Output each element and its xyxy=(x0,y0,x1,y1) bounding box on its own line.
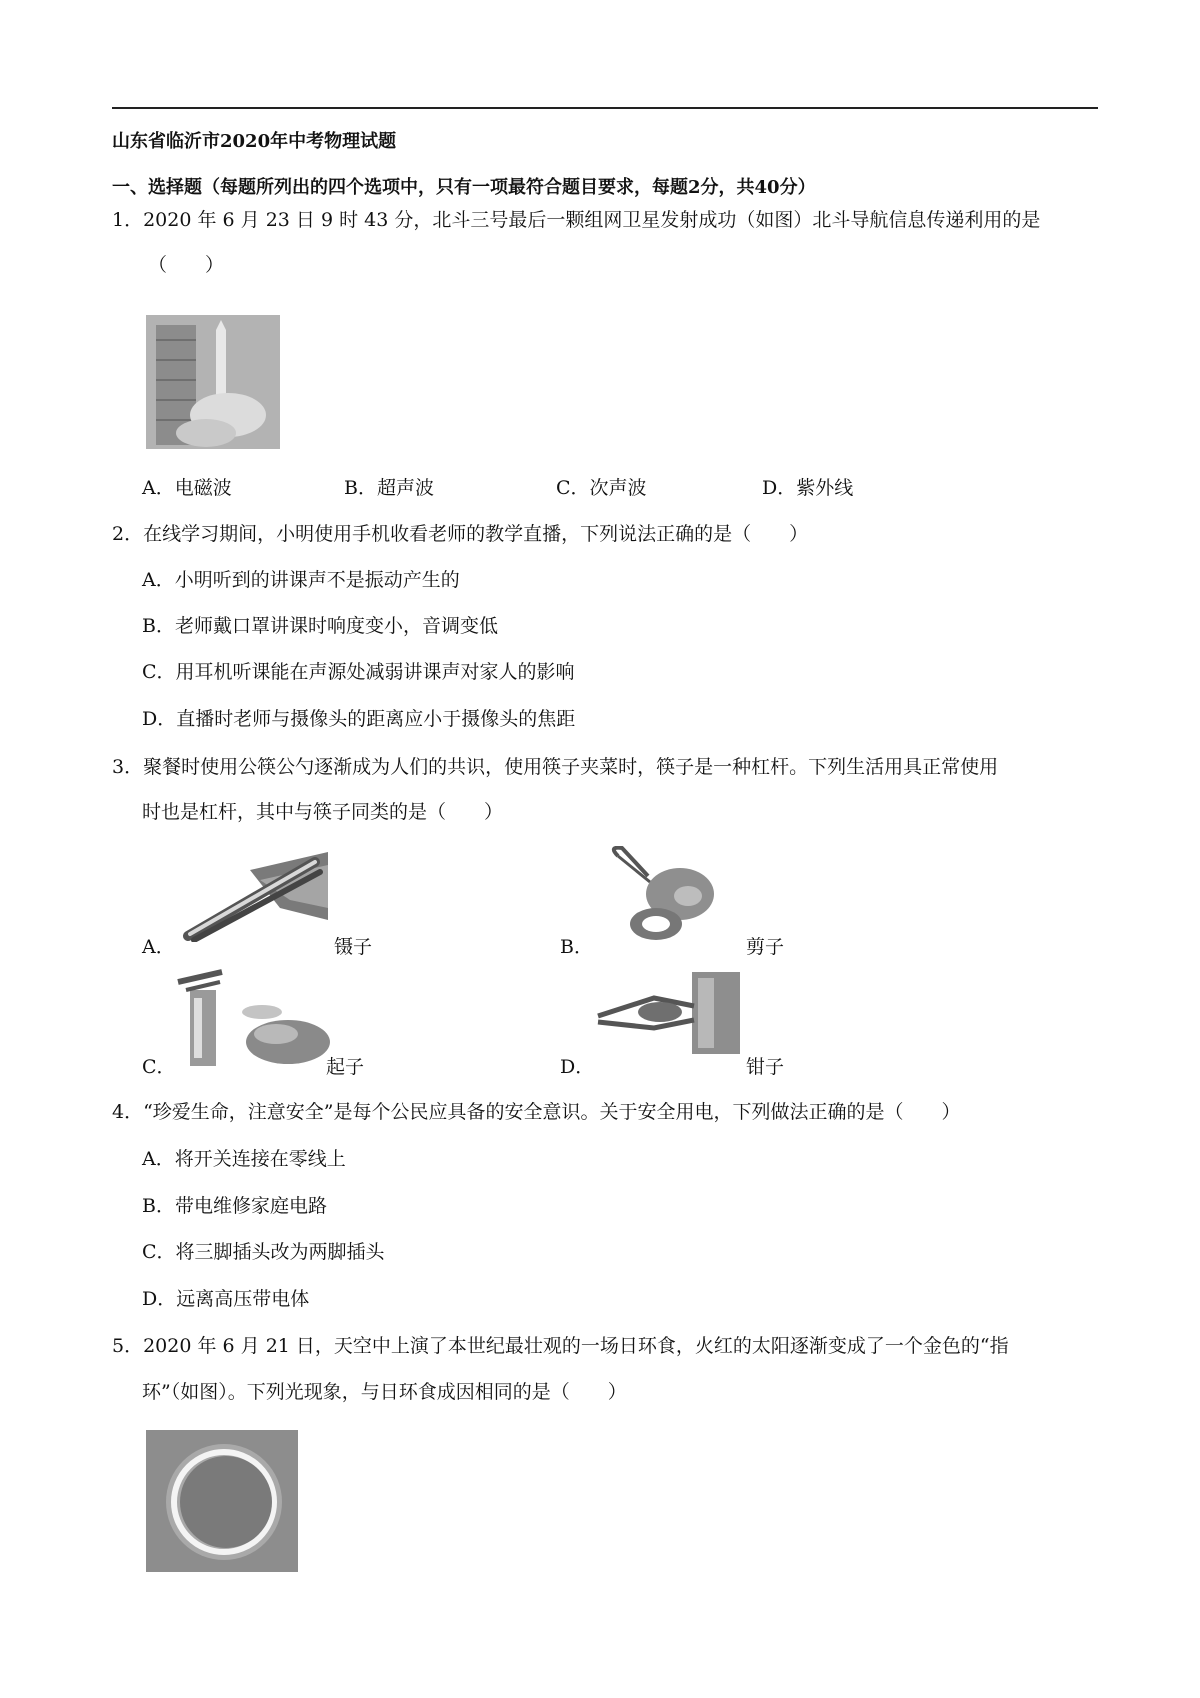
q4-option-d: D．远离高压带电体 xyxy=(142,1288,310,1310)
top-rule xyxy=(112,107,1098,109)
q3-option-c-letter: C． xyxy=(142,1056,176,1078)
q3-option-b-label: 剪子 xyxy=(746,936,785,958)
q1-option-c: C．次声波 xyxy=(556,477,647,499)
q3-option-c-label: 起子 xyxy=(326,1056,365,1078)
q3-option-a-label: 镊子 xyxy=(334,936,373,958)
scissors-photo-icon xyxy=(588,846,724,942)
q3-option-d-label: 钳子 xyxy=(746,1056,785,1078)
q4-stem: 4．“珍爱生命，注意安全”是每个公民应具备的安全意识。关于安全用电，下列做法正确的是（ ） xyxy=(112,1101,961,1123)
q2-option-a: A．小明听到的讲课声不是振动产生的 xyxy=(142,569,460,591)
q3-stem-line1: 3．聚餐时使用公筷公勺逐渐成为人们的共识，使用筷子夹菜时，筷子是一种杠杆。下列生活用具正常使用 xyxy=(112,756,999,778)
q1-option-a: A．电磁波 xyxy=(142,477,232,499)
annular-eclipse-photo-icon xyxy=(146,1430,298,1572)
pliers-photo-icon xyxy=(594,972,742,1054)
q3-stem-line2: 时也是杠杆，其中与筷子同类的是（ ） xyxy=(142,801,504,823)
exam-title: 山东省临沂市2020年中考物理试题 xyxy=(112,131,397,152)
q3-option-a-letter: A． xyxy=(142,936,175,958)
q2-option-d: D．直播时老师与摄像头的距离应小于摄像头的焦距 xyxy=(142,708,576,730)
q3-option-b-letter: B． xyxy=(560,936,593,958)
q1-option-d: D．紫外线 xyxy=(762,477,854,499)
bottle-opener-photo-icon xyxy=(176,968,330,1068)
tweezers-photo-icon xyxy=(180,850,330,942)
q5-stem-line1: 5．2020 年 6 月 21 日，天空中上演了本世纪最壮观的一场日环食，火红的太阳逐渐变成了一个金色的“指 xyxy=(112,1335,1009,1357)
q2-stem: 2．在线学习期间，小明使用手机收看老师的教学直播，下列说法正确的是（ ） xyxy=(112,523,809,545)
q1-stem-line2: （ ） xyxy=(148,254,225,276)
section-heading: 一、选择题（每题所列出的四个选项中，只有一项最符合题目要求，每题2分，共40分） xyxy=(112,177,816,198)
q5-stem-line2: 环”（如图）。下列光现象，与日环食成因相同的是（ ） xyxy=(142,1381,627,1403)
q1-stem-line1: 1．2020 年 6 月 23 日 9 时 43 分，北斗三号最后一颗组网卫星发射成功（如图）北斗导航信息传递利用的是 xyxy=(112,209,1041,231)
q1-option-b: B．超声波 xyxy=(344,477,434,499)
rocket-launch-photo-icon xyxy=(146,315,280,449)
q4-option-c: C．将三脚插头改为两脚插头 xyxy=(142,1241,385,1263)
q2-option-c: C．用耳机听课能在声源处减弱讲课声对家人的影响 xyxy=(142,661,575,683)
q3-option-d-letter: D． xyxy=(560,1056,595,1078)
q2-option-b: B．老师戴口罩讲课时响度变小，音调变低 xyxy=(142,615,498,637)
q4-option-a: A．将开关连接在零线上 xyxy=(142,1148,346,1170)
q4-option-b: B．带电维修家庭电路 xyxy=(142,1195,327,1217)
